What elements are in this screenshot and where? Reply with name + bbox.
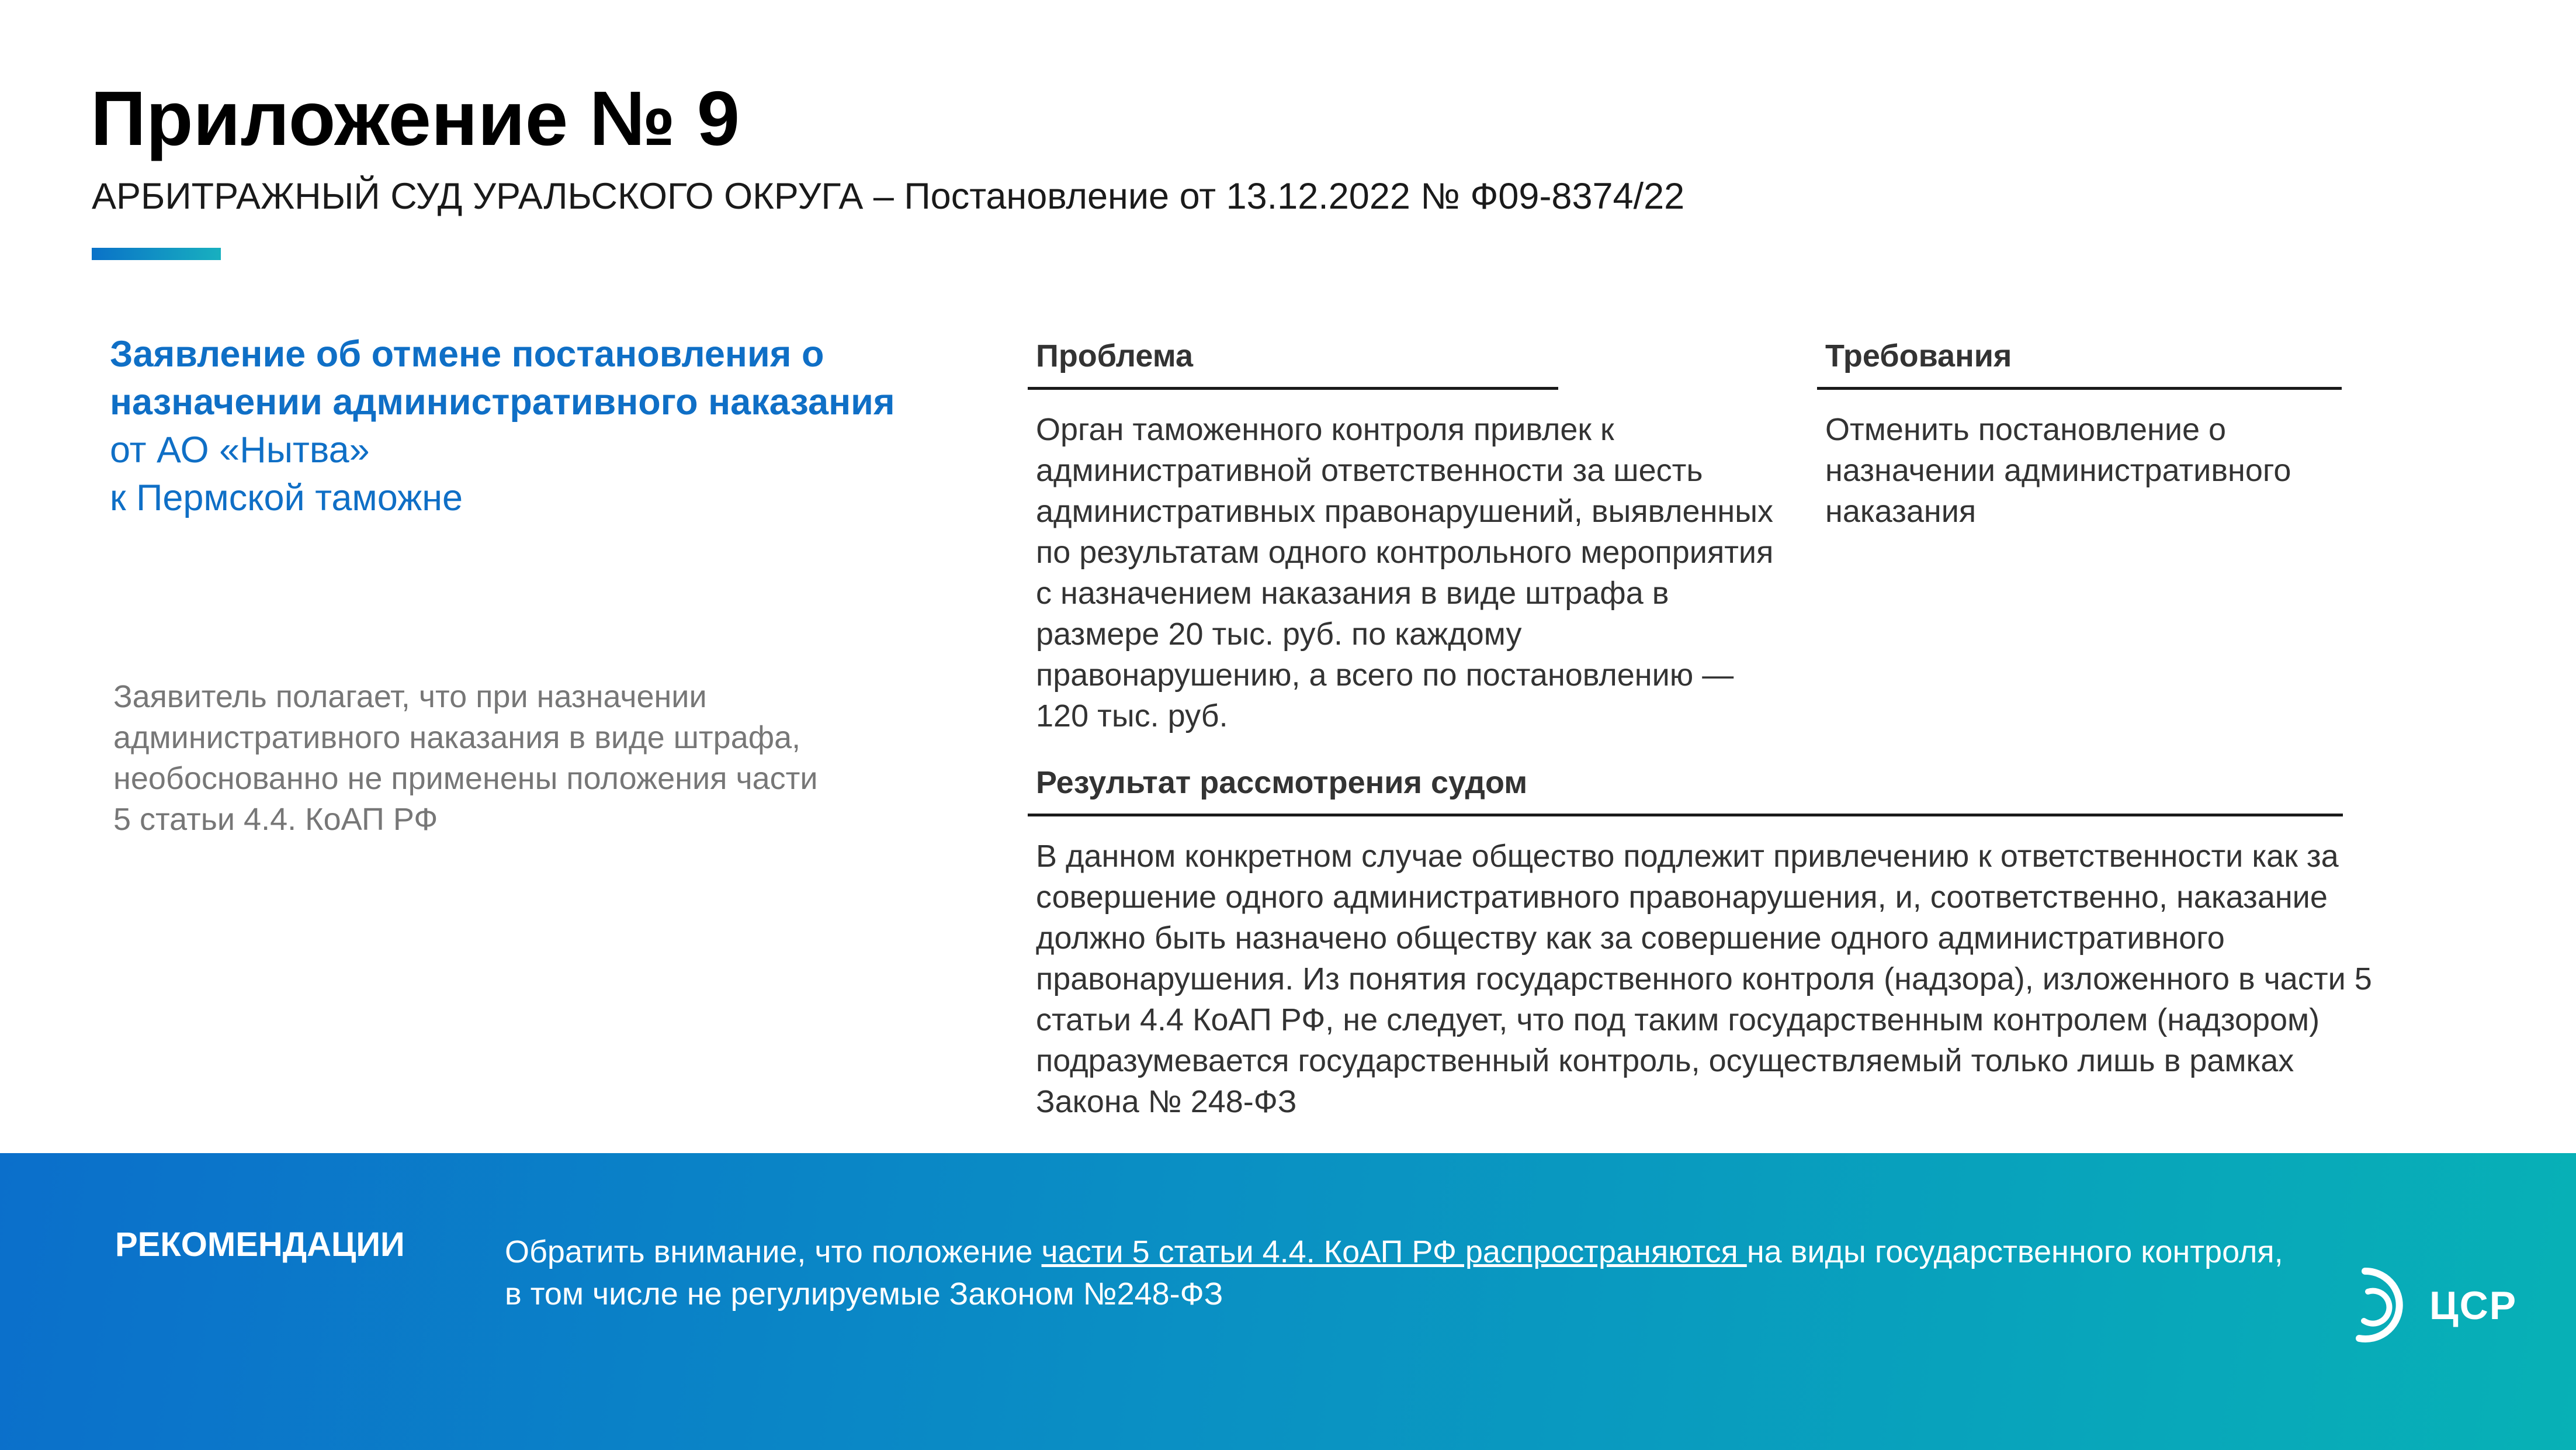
court-result-heading: Результат рассмотрения судом: [1028, 764, 2343, 816]
accent-divider: [92, 248, 221, 260]
requirements-text: Отменить постановление о назначении административного наказания: [1825, 412, 2291, 529]
requirements-heading: Требования: [1817, 338, 2342, 390]
court-result-text: В данном конкретном случае общество подлежит привлечению к ответственности как за совершение одного административного правонарушения, и, соответственно, наказание должно быть назначено обществу как за совершение одного административного правонарушения. Из понятия государственного контроля (надзора), изложенного в части 5 статьи 4.4 КоАП РФ, не следует, что под таким государственным контролем (надзором) подразумевается государственный контроль, осуществляемый только лишь в рамках Закона № 248-ФЗ: [1036, 839, 2372, 1119]
case-applicant: от АО «Нытва»: [110, 430, 370, 470]
law-reference-link[interactable]: части 5 статьи 4.4. КоАП РФ распространяются: [1041, 1234, 1747, 1269]
case-respondent: к Пермской таможне: [110, 477, 463, 518]
csr-logo-icon: [2342, 1259, 2424, 1353]
problem-text: Орган таможенного контроля привлек к административной ответственности за шесть административных правонарушений, выявленных по результатам одного контрольного мероприятия с назначением наказания в виде штрафа в размере 20 тыс. руб. по каждому правонарушению, а всего по постановлению — 120 тыс. руб.: [1036, 412, 1774, 733]
recommendations-text: [505, 1231, 2287, 1315]
page-title: Приложение № 9: [91, 75, 740, 161]
csr-logo: [2342, 1259, 2540, 1353]
case-heading: [110, 330, 928, 522]
recommendations-text-end: на виды государственного контроля, в том числе не регулируемые Законом №248-ФЗ: [505, 1234, 2283, 1311]
recommendations-label: РЕКОМЕНДАЦИИ: [115, 1226, 405, 1264]
csr-logo-text: ЦСР: [2429, 1283, 2518, 1328]
case-heading-title: Заявление об отмене постановления о назначении административного наказания: [110, 334, 895, 423]
page-subtitle: АРБИТРАЖНЫЙ СУД УРАЛЬСКОГО ОКРУГА – Постановление от 13.12.2022 № Ф09-8374/22: [92, 176, 1685, 217]
recommendations-text-start: Обратить внимание, что положение: [505, 1234, 1042, 1269]
problem-heading: Проблема: [1028, 338, 1558, 390]
applicant-position-note: Заявитель полагает, что при назначении административного наказания в виде штрафа, необоснованно не применены положения части 5 статьи 4.4. КоАП РФ: [113, 679, 818, 837]
